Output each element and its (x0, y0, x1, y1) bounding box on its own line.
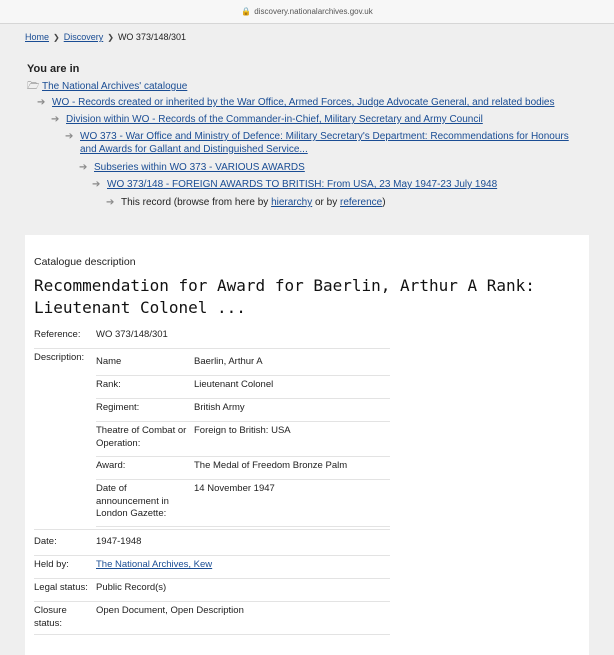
field-key-theatre-line2: Operation: (96, 437, 141, 449)
held-by-value (96, 559, 212, 572)
record-title (34, 275, 579, 319)
field-key-theatre-line1: Theatre of Combat or (96, 425, 187, 436)
field-key-gazette-date (96, 483, 194, 521)
chevron-right-icon: ❯ (53, 33, 60, 42)
description-field-rank (96, 379, 390, 399)
hierarchy-link[interactable]: hierarchy (271, 197, 313, 208)
tree-link-wo373-148[interactable]: WO 373/148 - FOREIGN AWARDS TO BRITISH: From USA, 23 May 1947-23 July 1948 (107, 179, 498, 190)
reference-link[interactable]: reference (340, 197, 383, 208)
chevron-right-icon: ❯ (107, 33, 114, 42)
tree-node-wo (37, 97, 555, 110)
this-record-suffix: ) (382, 197, 386, 208)
breadcrumb-discovery-link[interactable]: Discovery (63, 32, 104, 42)
legal-status-label: Legal status: (34, 582, 88, 593)
lock-icon: 🔒 (241, 7, 252, 16)
tree-link-wo373-line2: and Awards for Gallant and Distinguished Service... (80, 143, 308, 155)
date-label: Date: (34, 536, 57, 547)
catalogue-description-card (25, 235, 589, 655)
tree-link-subseries[interactable]: Subseries within WO 373 - VARIOUS AWARDS (94, 162, 305, 173)
held-by-link[interactable]: The National Archives, Kew (96, 559, 213, 570)
reference-value: WO 373/148/301 (96, 329, 168, 340)
record-title-line1: Recommendation for Award for Baerlin, Arthur A Rank: (34, 276, 535, 295)
field-key-rank: Rank: (96, 379, 121, 390)
browser-url-bar[interactable] (0, 0, 614, 24)
description-field-regiment (96, 402, 390, 422)
field-key-regiment: Regiment: (96, 402, 140, 413)
catalogue-description-title: Catalogue description (34, 256, 136, 268)
folder-icon: 🗁 (27, 81, 40, 92)
field-key-theatre (96, 425, 194, 450)
held-by-label: Held by: (34, 559, 69, 570)
field-value-regiment: British Army (194, 402, 245, 413)
breadcrumb (25, 32, 186, 42)
closure-status-label-line2: status: (34, 617, 62, 629)
reference-label: Reference: (34, 329, 81, 340)
description-field-gazette-date (96, 483, 390, 527)
tree-node-wo373-148 (92, 179, 498, 192)
tree-link-wo373-line1: WO 373 - War Office and Ministry of Defence: Military Secretary's Department: Recommendations for Honours (80, 131, 569, 142)
closure-status-label-line1: Closure (34, 605, 67, 616)
closure-status-value: Open Document, Open Description (96, 605, 244, 616)
tree-node-wo373 (65, 131, 580, 156)
field-value-name: Baerlin, Arthur A (194, 356, 263, 367)
breadcrumb-home-link[interactable]: Home (25, 32, 50, 42)
you-are-in-heading: You are in (27, 63, 80, 75)
tree-link-division[interactable]: Division within WO - Records of the Commander-in-Chief, Military Secretary and Army Council (66, 114, 483, 125)
reference-row (34, 329, 390, 349)
description-label: Description: (34, 352, 85, 363)
tree-link-wo373[interactable] (80, 131, 569, 155)
arrow-right-icon: ➔ (92, 179, 101, 190)
held-by-row (34, 559, 390, 579)
arrow-right-icon: ➔ (51, 114, 60, 125)
description-field-award (96, 460, 390, 480)
field-key-gazette-line3: London Gazette: (96, 508, 167, 519)
url-text: discovery.nationalarchives.gov.uk (254, 7, 373, 16)
field-key-name: Name (96, 356, 122, 367)
field-value-theatre: Foreign to British: USA (194, 425, 291, 436)
field-key-award: Award: (96, 460, 126, 471)
date-value: 1947-1948 (96, 536, 142, 547)
arrow-right-icon: ➔ (65, 131, 74, 142)
date-row (34, 536, 390, 556)
legal-status-value: Public Record(s) (96, 582, 167, 593)
this-record-prefix: This record (browse from here by (121, 197, 269, 208)
arrow-right-icon: ➔ (79, 162, 88, 173)
legal-status-row (34, 582, 390, 602)
field-value-rank: Lieutenant Colonel (194, 379, 274, 390)
tree-node-subseries (79, 162, 305, 175)
this-record-or-by: or by (314, 197, 338, 208)
description-field-theatre (96, 425, 390, 457)
arrow-right-icon: ➔ (106, 197, 115, 208)
arrow-right-icon: ➔ (37, 97, 46, 108)
description-field-name (96, 356, 390, 376)
field-value-gazette-date: 14 November 1947 (194, 483, 275, 494)
tree-node-catalogue (27, 81, 188, 94)
field-value-award: The Medal of Freedom Bronze Palm (194, 460, 348, 471)
tree-link-wo[interactable]: WO - Records created or inherited by the War Office, Armed Forces, Judge Advocate General, and related bodies (52, 97, 555, 108)
field-key-gazette-line2: announcement in (96, 495, 169, 507)
field-key-gazette-line1: Date of (96, 483, 127, 494)
tree-link-catalogue[interactable]: The National Archives' catalogue (42, 81, 188, 92)
record-title-line2: Lieutenant Colonel ... (34, 298, 246, 317)
tree-node-this-record (106, 197, 386, 210)
closure-status-row (34, 605, 390, 635)
breadcrumb-current: WO 373/148/301 (117, 32, 186, 42)
tree-node-division (51, 114, 483, 127)
closure-status-label (34, 605, 94, 630)
